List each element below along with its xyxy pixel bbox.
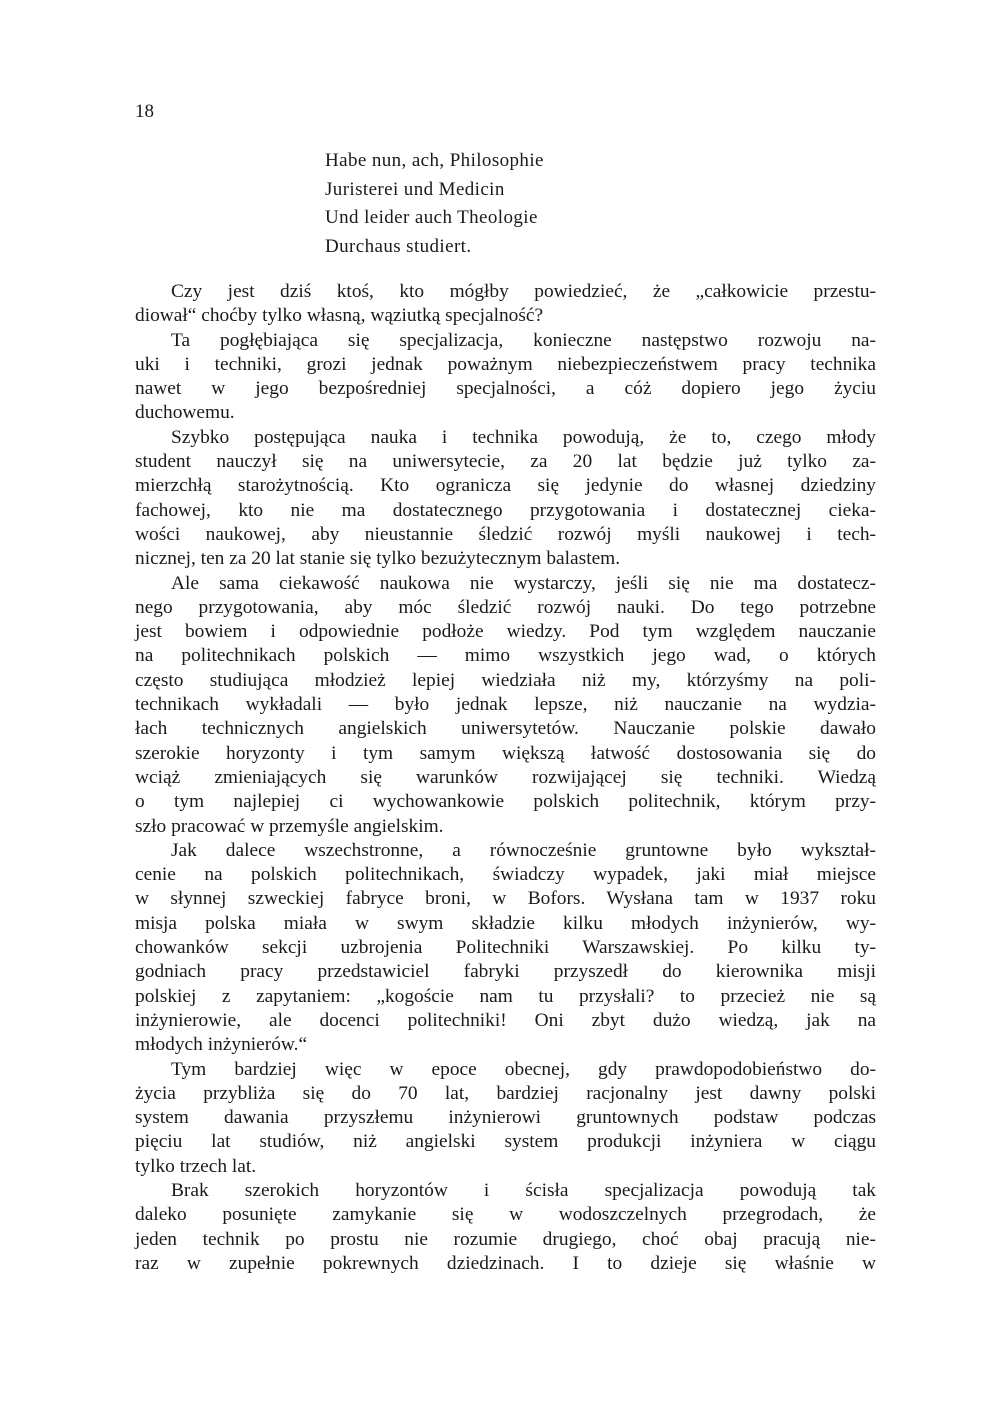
- paragraph-line: nawet w jego bezpośredniej specjalności, a cóż dopiero jego życiu: [135, 378, 876, 400]
- paragraph-line: misja polska miała w swym składzie kilku młodych inżynierów, wy-: [135, 912, 876, 934]
- body-text: [135, 280, 876, 1276]
- verse-quote: [325, 147, 544, 261]
- paragraph-line: technikach wykładali — było jednak lepsze, niż nauczanie na wydzia-: [135, 694, 876, 716]
- paragraph-line: na politechnikach polskich — mimo wszystkich jego wad, o których: [135, 645, 876, 667]
- paragraph-line: duchowemu.: [135, 402, 235, 424]
- paragraph: [135, 426, 876, 572]
- paragraph-line: w słynnej szweckiej fabryce broni, w Bofors. Wysłana tam w 1937 roku: [135, 888, 876, 910]
- paragraph-line: godniach pracy przedstawiciel fabryki przyszedł do kierownika misji: [135, 961, 876, 983]
- paragraph-line: student nauczył się na uniwersytecie, za 20 lat będzie już tylko za-: [135, 451, 876, 473]
- paragraph-line: Jak dalece wszechstronne, a równocześnie gruntowne było wykształ-: [171, 839, 876, 861]
- paragraph-line: fachowej, kto nie ma dostatecznego przygotowania i dostatecznej cieka-: [135, 499, 876, 521]
- paragraph: [135, 1058, 876, 1179]
- paragraph-line: jest bowiem i odpowiednie podłoże wiedzy. Pod tym względem nauczanie: [135, 621, 876, 643]
- paragraph: [135, 329, 876, 426]
- paragraph-line: uki i techniki, grozi jednak poważnym niebezpieczeństwem pracy technika: [135, 353, 876, 375]
- paragraph-line: życia przybliża się do 70 lat, bardziej racjonalny jest dawny polski: [135, 1082, 876, 1104]
- paragraph-line: mierzchłą starożytnością. Kto ogranicza się jedynie do własnej dziedziny: [135, 475, 876, 497]
- paragraph-line: Czy jest dziś ktoś, kto mógłby powiedzieć, że „całkowicie przestu-: [171, 281, 876, 302]
- paragraph-line: często studiująca młodzież lepiej wiedziała niż my, którzyśmy na poli-: [135, 669, 876, 691]
- paragraph-line: o tym najlepiej ci wychowankowie polskich politechnik, którym przy-: [135, 791, 876, 813]
- paragraph: [135, 839, 876, 1058]
- paragraph-line: diował“ choćby tylko własną, wąziutką specjalność?: [135, 305, 544, 327]
- page-number: 18: [135, 101, 154, 122]
- verse-line: Habe nun, ach, Philosophie: [325, 150, 544, 171]
- paragraph-line: daleko posunięte zamykanie się w wodoszczelnych przegrodach, że: [135, 1204, 876, 1226]
- verse-line: Und leider auch Theologie: [325, 207, 538, 228]
- paragraph-line: Ta pogłębiająca się specjalizacja, konieczne następstwo rozwoju na-: [171, 329, 876, 351]
- paragraph-line: nego przygotowania, aby móc śledzić rozwój nauki. Do tego potrzebne: [135, 596, 876, 618]
- paragraph-line: raz w zupełnie pokrewnych dziedzinach. I to dzieje się właśnie w: [135, 1252, 876, 1274]
- paragraph-line: Szybko postępująca nauka i technika powodują, że to, czego młody: [171, 426, 876, 448]
- verse-line: Juristerei und Medicin: [325, 178, 505, 200]
- paragraph-line: tylko trzech lat.: [135, 1155, 257, 1177]
- paragraph-line: inżynierowie, ale docenci politechniki! Oni zbyt dużo wiedzą, jak na: [135, 1009, 876, 1031]
- paragraph-line: wciąż zmieniających się warunków rozwijającej się techniki. Wiedzą: [135, 766, 876, 788]
- paragraph-line: wości naukowej, aby nieustannie śledzić rozwój myśli naukowej i tech-: [135, 523, 876, 545]
- verse-line: Durchaus studiert.: [325, 235, 472, 257]
- paragraph-line: Ale sama ciekawość naukowa nie wystarczy, jeśli się nie ma dostatecz-: [171, 572, 876, 594]
- paragraph: [135, 1179, 876, 1276]
- paragraph-line: jeden technik po prostu nie rozumie drugiego, choć obaj pracują nie-: [135, 1228, 876, 1250]
- paragraph-line: chowanków sekcji uzbrojenia Politechniki Warszawskiej. Po kilku ty-: [135, 937, 876, 959]
- paragraph-line: cenie na polskich politechnikach, świadczy wypadek, jaki miał miejsce: [135, 864, 876, 886]
- paragraph-line: system dawania przyszłemu inżynierowi gruntownych podstaw podczas: [135, 1107, 876, 1129]
- paragraph-line: łach technicznych angielskich uniwersytetów. Nauczanie polskie dawało: [135, 718, 876, 740]
- paragraph: [135, 280, 876, 329]
- paragraph: [135, 572, 876, 839]
- paragraph-line: nicznej, ten za 20 lat stanie się tylko bezużytecznym balastem.: [135, 548, 621, 570]
- paragraph-line: pięciu lat studiów, niż angielski system produkcji inżyniera w ciągu: [135, 1131, 876, 1153]
- paragraph-line: polskiej z zapytaniem: „kogoście nam tu przysłali? to przecież nie są: [135, 985, 876, 1007]
- paragraph-line: szerokie horyzonty i tym samym większą łatwość dostosowania się do: [135, 742, 876, 764]
- paragraph-line: Brak szerokich horyzontów i ścisła specjalizacja powodują tak: [171, 1179, 876, 1201]
- paragraph-line: szło pracować w przemyśle angielskim.: [135, 815, 444, 837]
- paragraph-line: młodych inżynierów.“: [135, 1034, 308, 1056]
- paragraph-line: Tym bardziej więc w epoce obecnej, gdy prawdopodobieństwo do-: [171, 1058, 876, 1080]
